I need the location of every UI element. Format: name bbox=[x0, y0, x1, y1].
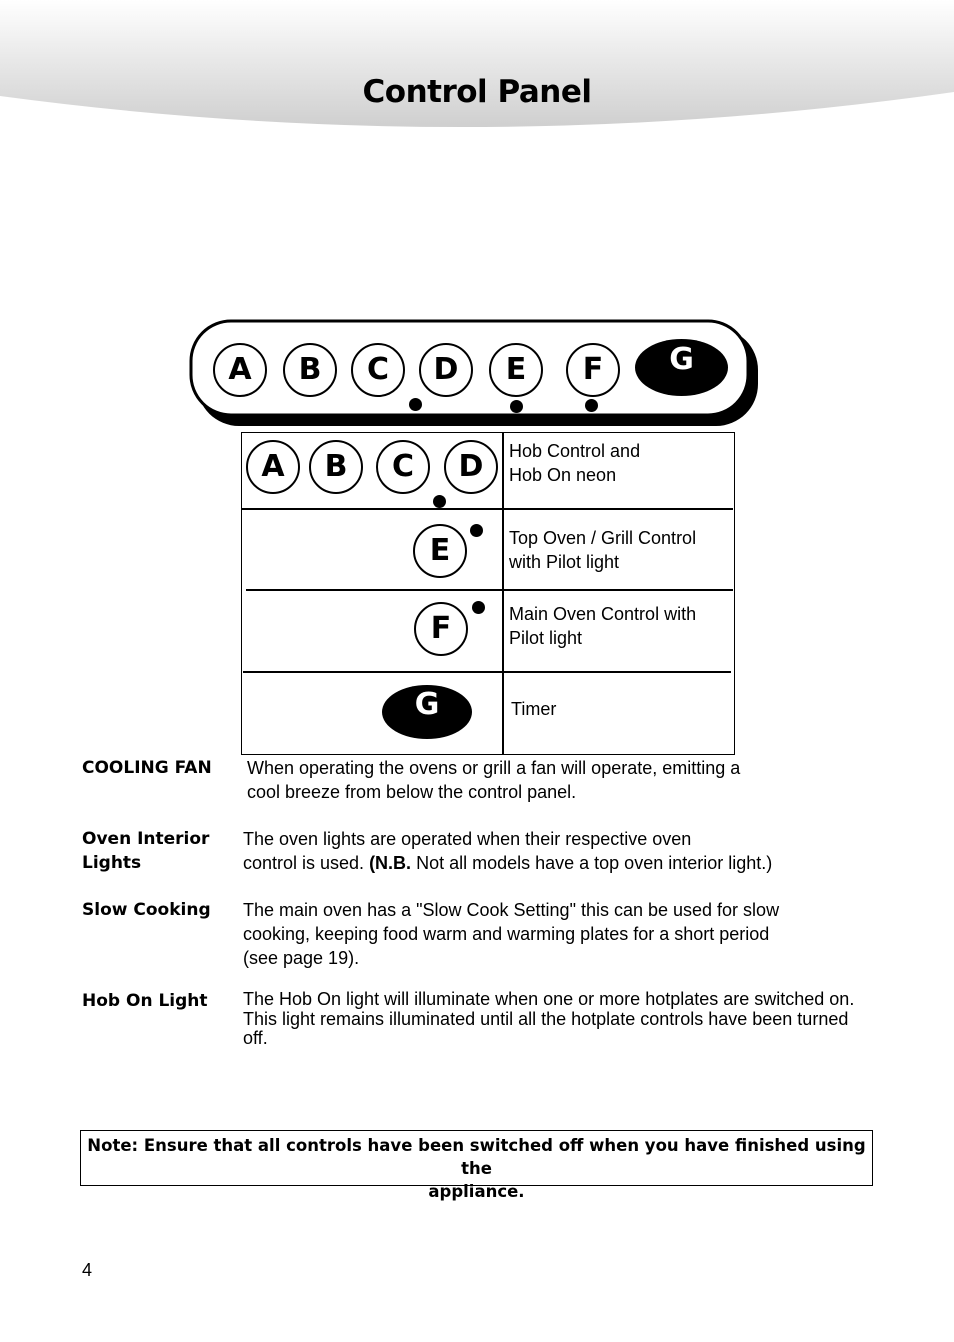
timer-description: Timer bbox=[511, 699, 557, 719]
hob-on-light-heading: Hob On Light bbox=[82, 991, 208, 1011]
table-divider bbox=[502, 432, 504, 755]
legend-knob-c: C bbox=[376, 440, 430, 494]
table-row-divider bbox=[243, 671, 731, 673]
hob-control-description: Hob Control and Hob On neon bbox=[509, 441, 641, 485]
top-oven-description: Top Oven / Grill Control with Pilot light bbox=[509, 528, 697, 572]
legend-knob-a: A bbox=[246, 440, 300, 494]
panel-timer-knob: G bbox=[635, 339, 728, 396]
panel-knob-e: E bbox=[489, 343, 543, 397]
panel-knob-c: C bbox=[351, 343, 405, 397]
panel-knob-d: D bbox=[419, 343, 473, 397]
top-oven-pilot-indicator bbox=[510, 400, 523, 413]
control-panel-illustration bbox=[188, 318, 763, 430]
legend-timer-knob: G bbox=[382, 685, 472, 739]
legend-knob-f: F bbox=[414, 602, 468, 656]
legend-knob-e: E bbox=[413, 524, 467, 578]
legend-main-oven-dot bbox=[472, 601, 485, 614]
panel-knob-f: F bbox=[566, 343, 620, 397]
main-oven-description: Main Oven Control with Pilot light bbox=[509, 604, 697, 648]
table-row-divider bbox=[241, 508, 733, 510]
panel-knob-a: A bbox=[213, 343, 267, 397]
safety-note: Note: Ensure that all controls have been switched off when you have finished using the appliance. bbox=[80, 1130, 873, 1186]
legend-top-oven-dot bbox=[470, 524, 483, 537]
main-oven-pilot-indicator bbox=[585, 399, 598, 412]
slow-cooking-heading: Slow Cooking bbox=[82, 900, 211, 920]
legend-hob-neon-dot bbox=[433, 495, 446, 508]
slow-cooking-text: The main oven has a "Slow Cook Setting" this can be used for slow cooking, keeping food warm and warming plates for a short period (see page 19). bbox=[243, 900, 780, 968]
cooling-fan-text: When operating the ovens or grill a fan will operate, emitting a cool breeze from below the control panel. bbox=[247, 758, 741, 802]
oven-interior-lights-heading: Oven Interior Lights bbox=[82, 829, 210, 873]
page-number: 4 bbox=[82, 1260, 93, 1280]
header-band bbox=[0, 0, 954, 135]
page-title: Control Panel bbox=[362, 74, 592, 110]
oven-interior-lights-text: The oven lights are operated when their respective oven control is used. (N.B. Not all models have a top oven interior light.) bbox=[243, 829, 773, 873]
cooling-fan-heading: COOLING FAN bbox=[82, 758, 212, 778]
table-row-divider bbox=[246, 589, 733, 591]
legend-knob-d: D bbox=[444, 440, 498, 494]
legend-knob-b: B bbox=[309, 440, 363, 494]
hob-on-light-text: The Hob On light will illuminate when one or more hotplates are switched on. This light remains illuminated until all the hotplate controls have been turned off. bbox=[243, 989, 855, 1048]
panel-knob-b: B bbox=[283, 343, 337, 397]
hob-neon-indicator bbox=[409, 398, 422, 411]
